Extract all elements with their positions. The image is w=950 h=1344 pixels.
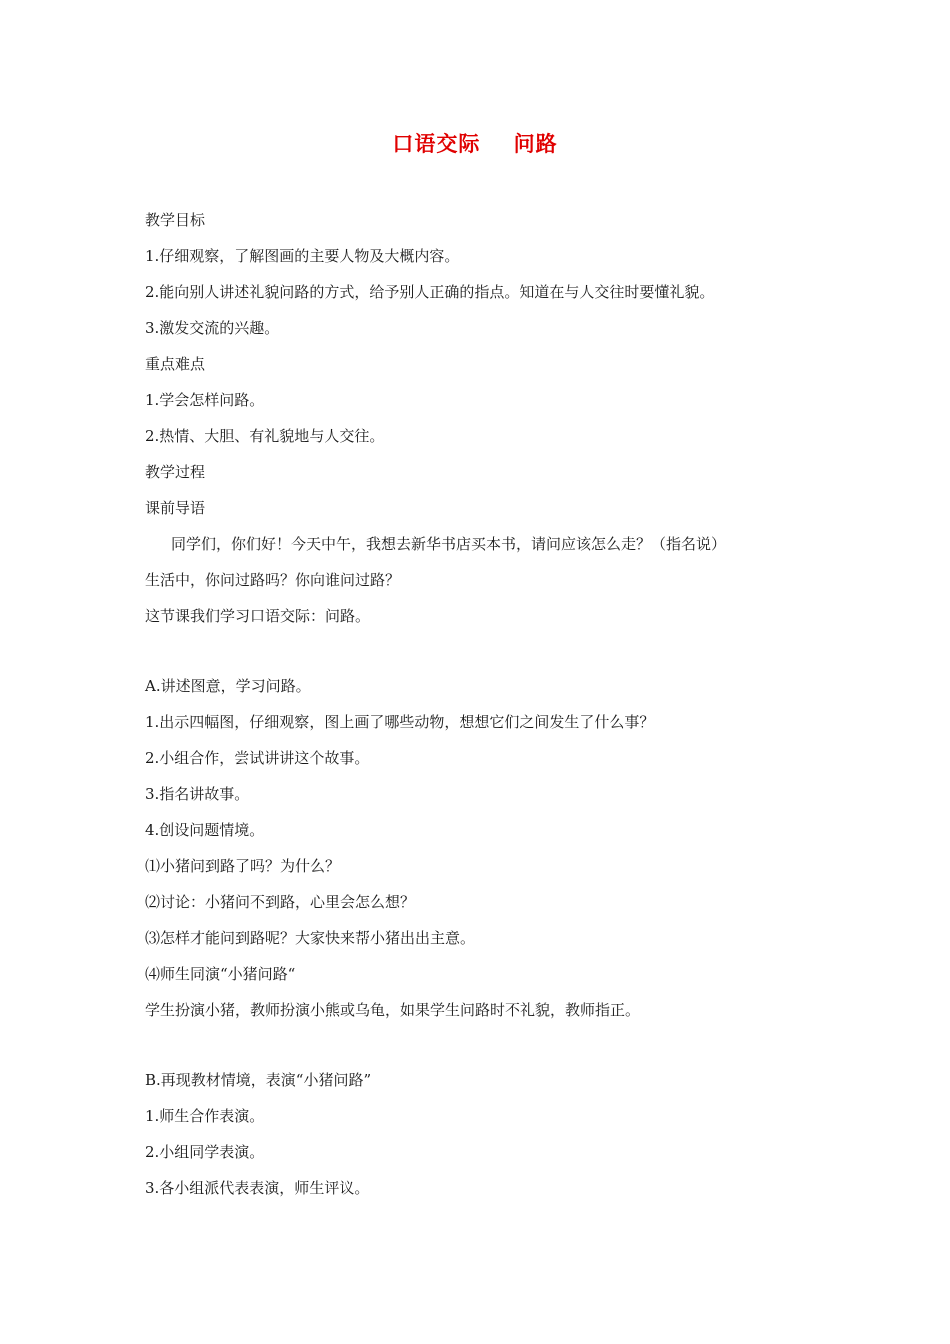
section-b-heading: B.再现教材情境，表演“小猪问路” <box>145 1071 372 1089</box>
section-a-item: 3.指名讲故事。 <box>145 785 250 803</box>
section-a-subitem: ⑷师生同演“小猪问路“ <box>145 965 296 983</box>
keypoint-item: 1.学会怎样问路。 <box>145 391 265 409</box>
section-a-subitem: ⑴小猪问到路了吗？为什么？ <box>145 857 341 875</box>
spacer <box>145 1028 805 1062</box>
section-a-item: 1.出示四幅图，仔细观察，图上画了哪些动物，想想它们之间发生了什么事？ <box>145 713 655 731</box>
section-a-subitem: ⑶怎样才能问到路呢？大家快来帮小猪出出主意。 <box>145 929 476 947</box>
intro-line: 生活中，你问过路吗？你向谁问过路？ <box>145 571 401 589</box>
goal-item: 2.能向别人讲述礼貌问路的方式，给予别人正确的指点。知道在与人交往时要懂礼貌。 <box>145 283 715 301</box>
spacer <box>145 634 805 668</box>
document-title: 口语交际 问路 <box>392 132 558 156</box>
goal-item: 1.仔细观察，了解图画的主要人物及大概内容。 <box>145 247 460 265</box>
section-a-heading: A.讲述图意，学习问路。 <box>145 677 311 695</box>
document-body <box>145 202 805 1206</box>
keypoints-heading: 重点难点 <box>145 355 206 373</box>
section-b-item: 2.小组同学表演。 <box>145 1143 265 1161</box>
keypoint-item: 2.热情、大胆、有礼貌地与人交往。 <box>145 427 385 445</box>
intro-line: 这节课我们学习口语交际：问路。 <box>145 607 371 625</box>
goals-heading: 教学目标 <box>145 211 206 229</box>
intro-heading: 课前导语 <box>145 499 206 517</box>
goal-item: 3.激发交流的兴趣。 <box>145 319 280 337</box>
section-a-item: 2.小组合作，尝试讲讲这个故事。 <box>145 749 370 767</box>
section-a-subitem: ⑵讨论：小猪问不到路，心里会怎么想？ <box>145 893 416 911</box>
intro-line: 同学们，你们好！今天中午，我想去新华书店买本书，请问应该怎么走？（指名说） <box>171 535 727 553</box>
section-a-item: 4.创设问题情境。 <box>145 821 265 839</box>
section-b-item: 3.各小组派代表表演，师生评议。 <box>145 1179 370 1197</box>
section-b-item: 1.师生合作表演。 <box>145 1107 265 1125</box>
process-heading: 教学过程 <box>145 463 206 481</box>
section-a-item: 学生扮演小猪，教师扮演小熊或乌龟，如果学生问路时不礼貌，教师指正。 <box>145 1001 641 1019</box>
